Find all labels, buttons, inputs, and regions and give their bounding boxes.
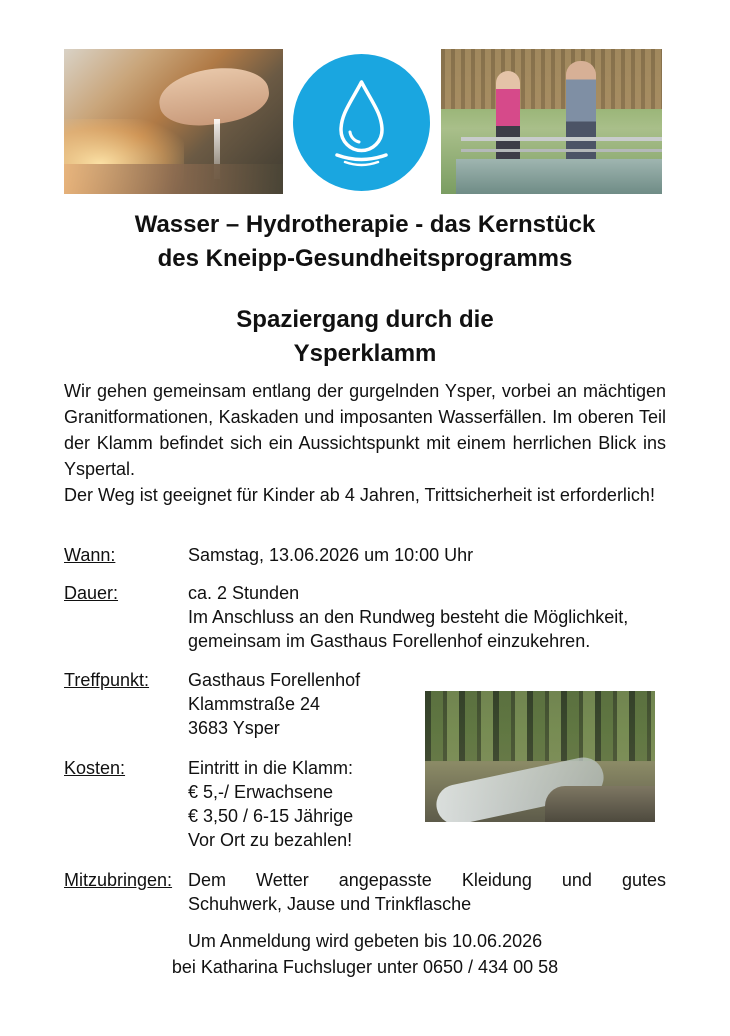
registration-deadline: Um Anmeldung wird gebeten bis 10.06.2026 <box>187 931 543 951</box>
costs-line-2: € 5,-/ Erwachsene <box>188 782 334 802</box>
duration-value <box>188 581 628 653</box>
intro-text <box>64 378 666 508</box>
granite-rocks <box>545 786 655 822</box>
costs-line-3: € 3,50 / 6-15 Jährige <box>188 806 354 826</box>
bring-label: Mitzubringen: <box>64 870 173 890</box>
when-label: Wann: <box>64 545 116 565</box>
ysperklamm-waterfall-photo <box>425 691 655 822</box>
subtitle-line-1: Spaziergang durch die <box>236 306 494 333</box>
duration-line-3: gemeinsam im Gasthaus Forellenhof einzukehren. <box>188 631 591 651</box>
wooden-fence <box>441 49 662 109</box>
registration-contact: bei Katharina Fuchsluger unter 0650 / 434 00 58 <box>171 957 559 977</box>
person-woman <box>496 71 520 171</box>
costs-line-4: Vor Ort zu bezahlen! <box>188 830 353 850</box>
person-man <box>566 61 596 171</box>
water-drop-logo <box>293 54 430 191</box>
meeting-point-label: Treffpunkt: <box>64 670 150 690</box>
costs-label: Kosten: <box>64 758 126 778</box>
meeting-point-line-1: Gasthaus Forellenhof <box>188 670 361 690</box>
handrail <box>461 137 662 141</box>
subtitle-line-2: Ysperklamm <box>293 340 437 367</box>
water-drop-icon <box>293 54 430 191</box>
duration-line-2: Im Anschluss an den Rundweg besteht die Möglichkeit, <box>188 607 629 627</box>
meeting-point-value <box>188 668 360 740</box>
when-value <box>188 543 473 567</box>
bring-line-2: Schuhwerk, Jause und Trinkflasche <box>188 894 472 914</box>
title-line-2: des Kneipp-Gesundheitsprogramms <box>157 245 573 272</box>
kneipp-water-treading-photo <box>441 49 662 194</box>
costs-value <box>188 756 353 852</box>
water-basin <box>456 159 662 194</box>
meeting-point-line-3: 3683 Ysper <box>188 718 280 738</box>
hands-in-water-photo <box>64 49 283 194</box>
bring-line-1: Dem Wetter angepasste Kleidung und gutes <box>188 870 666 890</box>
forest-trees <box>425 691 655 761</box>
duration-label: Dauer: <box>64 583 119 603</box>
intro-paragraph-2: Der Weg ist geeignet für Kinder ab 4 Jahren, Trittsicherheit ist erforderlich! <box>64 485 655 505</box>
bring-value <box>188 868 666 916</box>
page-title <box>0 208 730 276</box>
intro-paragraph-1: Wir gehen gemeinsam entlang der gurgelnden Ysper, vorbei an mächtigen Granitformationen, Kaskaden und imposanten Wasserfällen. Im oberen Teil der Klamm befindet sich ein Aussichtspunkt mit einem herrlichen Blick ins Yspertal. <box>64 381 666 479</box>
duration-line-1: ca. 2 Stunden <box>188 583 300 603</box>
meeting-point-line-2: Klammstraße 24 <box>188 694 321 714</box>
title-line-1: Wasser – Hydrotherapie - das Kernstück <box>134 211 596 238</box>
water-surface <box>64 164 283 194</box>
handrail-lower <box>461 149 662 152</box>
event-subtitle <box>0 303 730 371</box>
when-text: Samstag, 13.06.2026 um 10:00 Uhr <box>188 545 474 565</box>
costs-line-1: Eintritt in die Klamm: <box>188 758 354 778</box>
